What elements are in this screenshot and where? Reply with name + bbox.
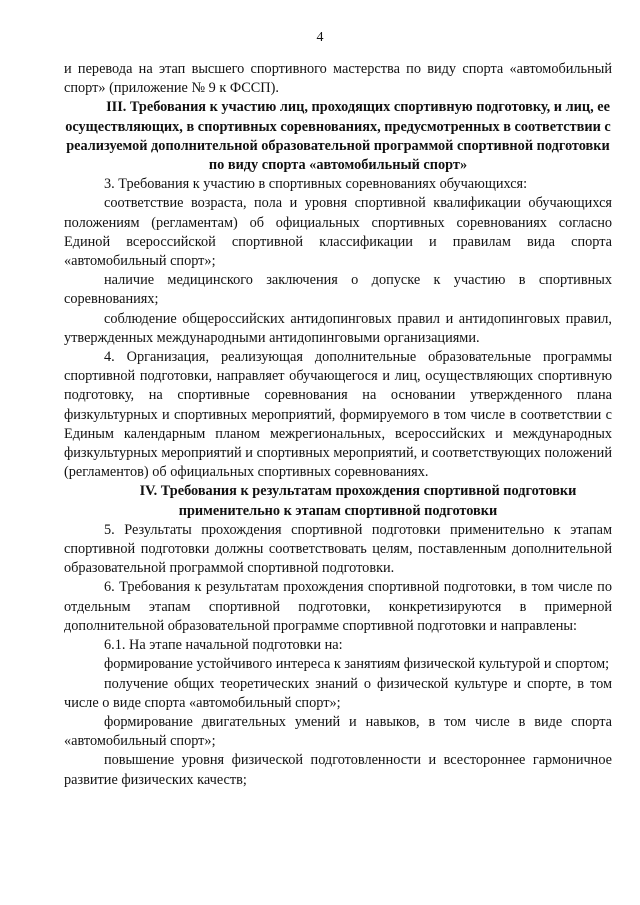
- section-4-paragraph: повышение уровня физической подготовленности и всестороннее гармоничное развитие физических качеств;: [64, 752, 612, 788]
- section-4-paragraph: формирование устойчивого интереса к занятиям физической культурой и спортом;: [104, 656, 610, 673]
- section-4-paragraph: получение общих теоретических знаний о физической культуре и спорте, в том числе о виде спорта «автомобильный спорт»;: [64, 675, 612, 711]
- section-4-paragraph: 6. Требования к результатам прохождения спортивной подготовки, в том числе по отдельным этапам спортивной подготовки, конкретизируются в примерной дополнительной образовательной программе спортивной подготовки и направлены:: [64, 579, 612, 634]
- section-3-paragraph: соблюдение общероссийских антидопинговых правил и антидопинговых правил, утвержденных международными антидопинговыми организациями.: [64, 310, 612, 346]
- section-4-paragraph: формирование двигательных умений и навыков, в том числе в виде спорта «автомобильный спорт»;: [64, 713, 612, 750]
- section-3-paragraph: 4. Организация, реализующая дополнительные образовательные программы спортивной подготовки, направляет обучающегося и лиц, осуществляющих спортивную подготовку, на спортивные соревнования на основании утвержденного плана физкультурных и спортивных мероприятий, формируемого в том числе в соответствии с Единым календарным планом межрегиональных, всероссийских и международных физкультурных мероприятий и спортивных мероприятий, и соответствующих положений (регламентов) об официальных спортивных соревнованиях.: [64, 349, 612, 481]
- page-number: 4: [316, 30, 324, 45]
- section-3-paragraph: наличие медицинского заключения о допуске к участию в спортивных соревнованиях;: [64, 272, 612, 308]
- page-body: [64, 60, 612, 790]
- section-3-paragraph: соответствие возраста, пола и уровня спортивной квалификации обучающихся положениям (регламентам) об официальных спортивных соревнованиях согласно Единой всероссийской спортивной классификации и правилам вида спорта «автомобильный спорт»;: [64, 195, 612, 270]
- section-4-paragraph: 5. Результаты прохождения спортивной подготовки применительно к этапам спортивной подготовки должны соответствовать целям, поставленным дополнительной образовательной программой спортивной подготовки.: [64, 521, 612, 577]
- intro-paragraph: и перевода на этап высшего спортивного мастерства по виду спорта «автомобильный спорт» (приложение № 9 к ФССП).: [64, 61, 612, 97]
- section-4-paragraph: 6.1. На этапе начальной подготовки на:: [104, 637, 343, 654]
- section-3-paragraph: 3. Требования к участию в спортивных соревнованиях обучающихся:: [104, 176, 528, 193]
- section-3-heading: III. Требования к участию лиц, проходящих спортивную подготовку, и лиц, ее осуществляющих, в спортивных соревнованиях, предусмотренных в соответствии с реализуемой дополнительной образовательной программой спортивной подготовки по виду спорта «автомобильный спорт»: [65, 99, 611, 174]
- section-4-heading: IV. Требования к результатам прохождения спортивной подготовки применительно к этапам спортивной подготовки: [139, 483, 577, 519]
